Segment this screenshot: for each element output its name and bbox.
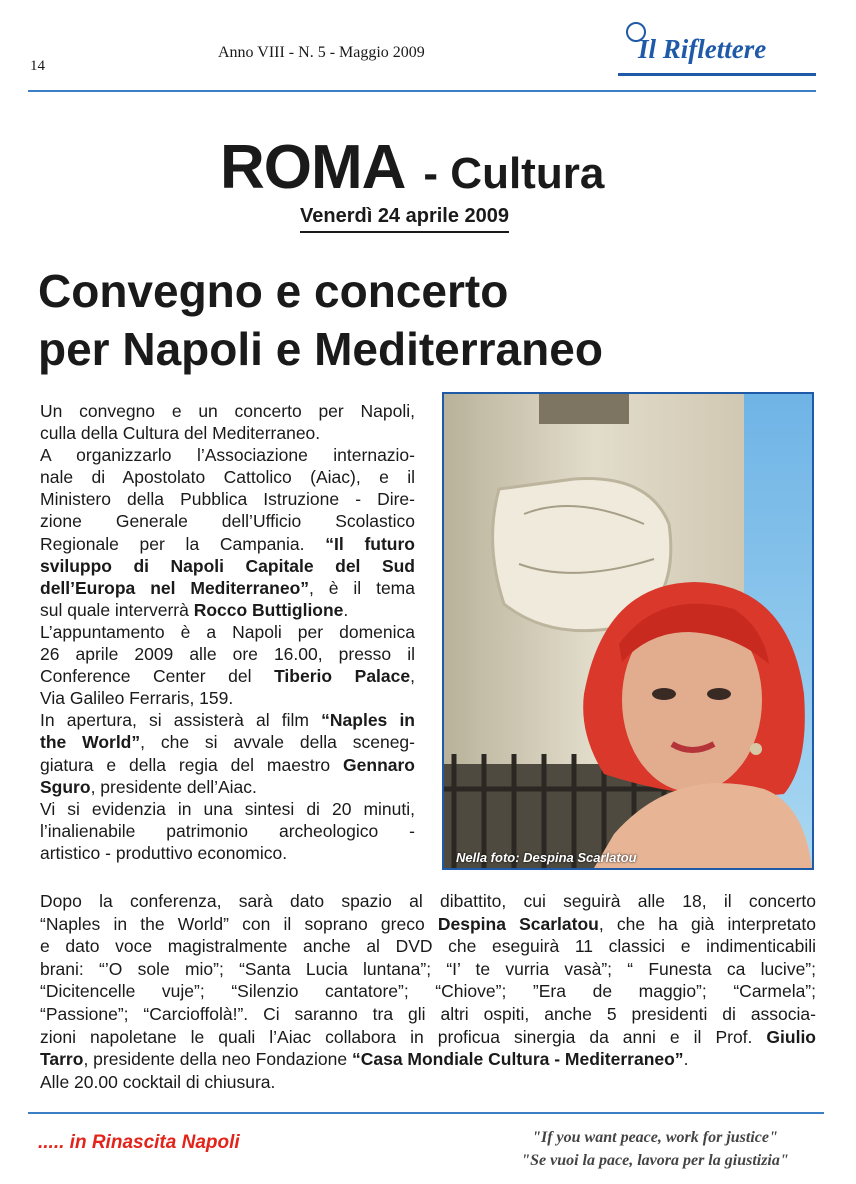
article-headline bbox=[38, 262, 603, 378]
text-line: Conference Center del Tiberio Palace, bbox=[40, 666, 415, 687]
text-line: zione Generale dell’Ufficio Scolastico bbox=[40, 511, 415, 532]
section-title bbox=[220, 132, 604, 203]
motto-english: "If you want peace, work for justice" bbox=[532, 1129, 778, 1146]
header-divider bbox=[28, 90, 816, 92]
text-line: Ministero della Pubblica Istruzione - Dire- bbox=[40, 489, 415, 510]
photo-caption: Nella foto: Despina Scarlatou bbox=[456, 850, 637, 865]
text-line: Tarro, presidente della neo Fondazione “Casa Mondiale Cultura - Mediterraneo”. bbox=[40, 1049, 689, 1070]
issue-info: Anno VIII - N. 5 - Maggio 2009 bbox=[218, 44, 425, 61]
text-line: e dato voce magistralmente anche al DVD che eseguirà 11 classici e indimenticabili bbox=[40, 936, 816, 957]
section-city: ROMA bbox=[220, 133, 406, 202]
text-line: Vi si evidenzia in una sintesi di 20 minuti, bbox=[40, 798, 415, 819]
text-line: l’inalienabile patrimonio archeologico - bbox=[40, 820, 415, 841]
headline-line: Convegno e concerto bbox=[38, 265, 509, 317]
text-line: giatura e della regia del maestro Gennaro bbox=[40, 754, 415, 775]
text-line: Sguro, presidente dell’Aiac. bbox=[40, 776, 257, 797]
text-line: In apertura, si assisterà al film “Naples in bbox=[40, 710, 415, 731]
event-date: Venerdì 24 aprile 2009 bbox=[300, 205, 509, 233]
text-line: “Passione”; “Carcioffolà!”. Ci saranno tra gli altri ospiti, anche 5 presidenti di associa- bbox=[40, 1003, 816, 1024]
text-line: the World”, che si avvale della sceneg- bbox=[40, 732, 415, 753]
text-line: Regionale per la Campania. “Il futuro bbox=[40, 533, 415, 554]
article-photo bbox=[442, 392, 814, 870]
text-line: culla della Cultura del Mediterraneo. bbox=[40, 423, 321, 444]
logo-text: Il Riflettere bbox=[638, 34, 767, 64]
text-line: zioni napoletane le quali l’Aiac collabora in proficua sinergia da anni e il Prof. Giulio bbox=[40, 1026, 816, 1047]
text-line: nale di Apostolato Cattolico (Aiac), e il bbox=[40, 467, 415, 488]
text-line: brani: “’O sole mio”; “Santa Lucia luntana”; “I’ te vurria vasà”; “ Funesta ca lucive”; bbox=[40, 958, 816, 979]
text-line: dell’Europa nel Mediterraneo”, è il tema bbox=[40, 577, 415, 598]
text-line: L’appuntamento è a Napoli per domenica bbox=[40, 621, 415, 642]
text-line: sul quale interverrà Rocco Buttiglione. bbox=[40, 599, 349, 620]
text-line: Un convegno e un concerto per Napoli, bbox=[40, 401, 415, 421]
article-body bbox=[40, 890, 816, 1093]
page-number: 14 bbox=[30, 58, 45, 74]
text-line: Via Galileo Ferraris, 159. bbox=[40, 688, 234, 709]
logo-underline bbox=[618, 73, 816, 76]
photo-illustration bbox=[444, 394, 812, 868]
magazine-logo bbox=[618, 18, 816, 80]
text-line: Alle 20.00 cocktail di chiusura. bbox=[40, 1071, 276, 1092]
footer-source: ..... in Rinascita Napoli bbox=[38, 1132, 240, 1153]
footer-divider bbox=[28, 1112, 824, 1114]
intro-column bbox=[40, 400, 415, 864]
footer-motto bbox=[490, 1126, 820, 1172]
text-line: A organizzarlo l’Associazione internazio- bbox=[40, 445, 415, 466]
motto-italian: "Se vuoi la pace, lavora per la giustizia" bbox=[521, 1152, 789, 1169]
text-line: artistico - produttivo economico. bbox=[40, 842, 288, 863]
text-line: sviluppo di Napoli Capitale del Sud bbox=[40, 555, 415, 576]
text-line: 26 aprile 2009 alle ore 16.00, presso il bbox=[40, 644, 415, 665]
text-line: Dopo la conferenza, sarà dato spazio al dibattito, cui seguirà alle 18, il concerto bbox=[40, 891, 816, 911]
text-line: “Naples in the World” con il soprano greco Despina Scarlatou, che ha già interpretato bbox=[40, 913, 816, 934]
text-line: “Dicitencelle vuje”; “Silenzio cantatore”; “Chiove”; ”Era de maggio”; “Carmela”; bbox=[40, 981, 816, 1002]
headline-line: per Napoli e Mediterraneo bbox=[38, 323, 603, 375]
section-topic: - Cultura bbox=[423, 149, 605, 198]
